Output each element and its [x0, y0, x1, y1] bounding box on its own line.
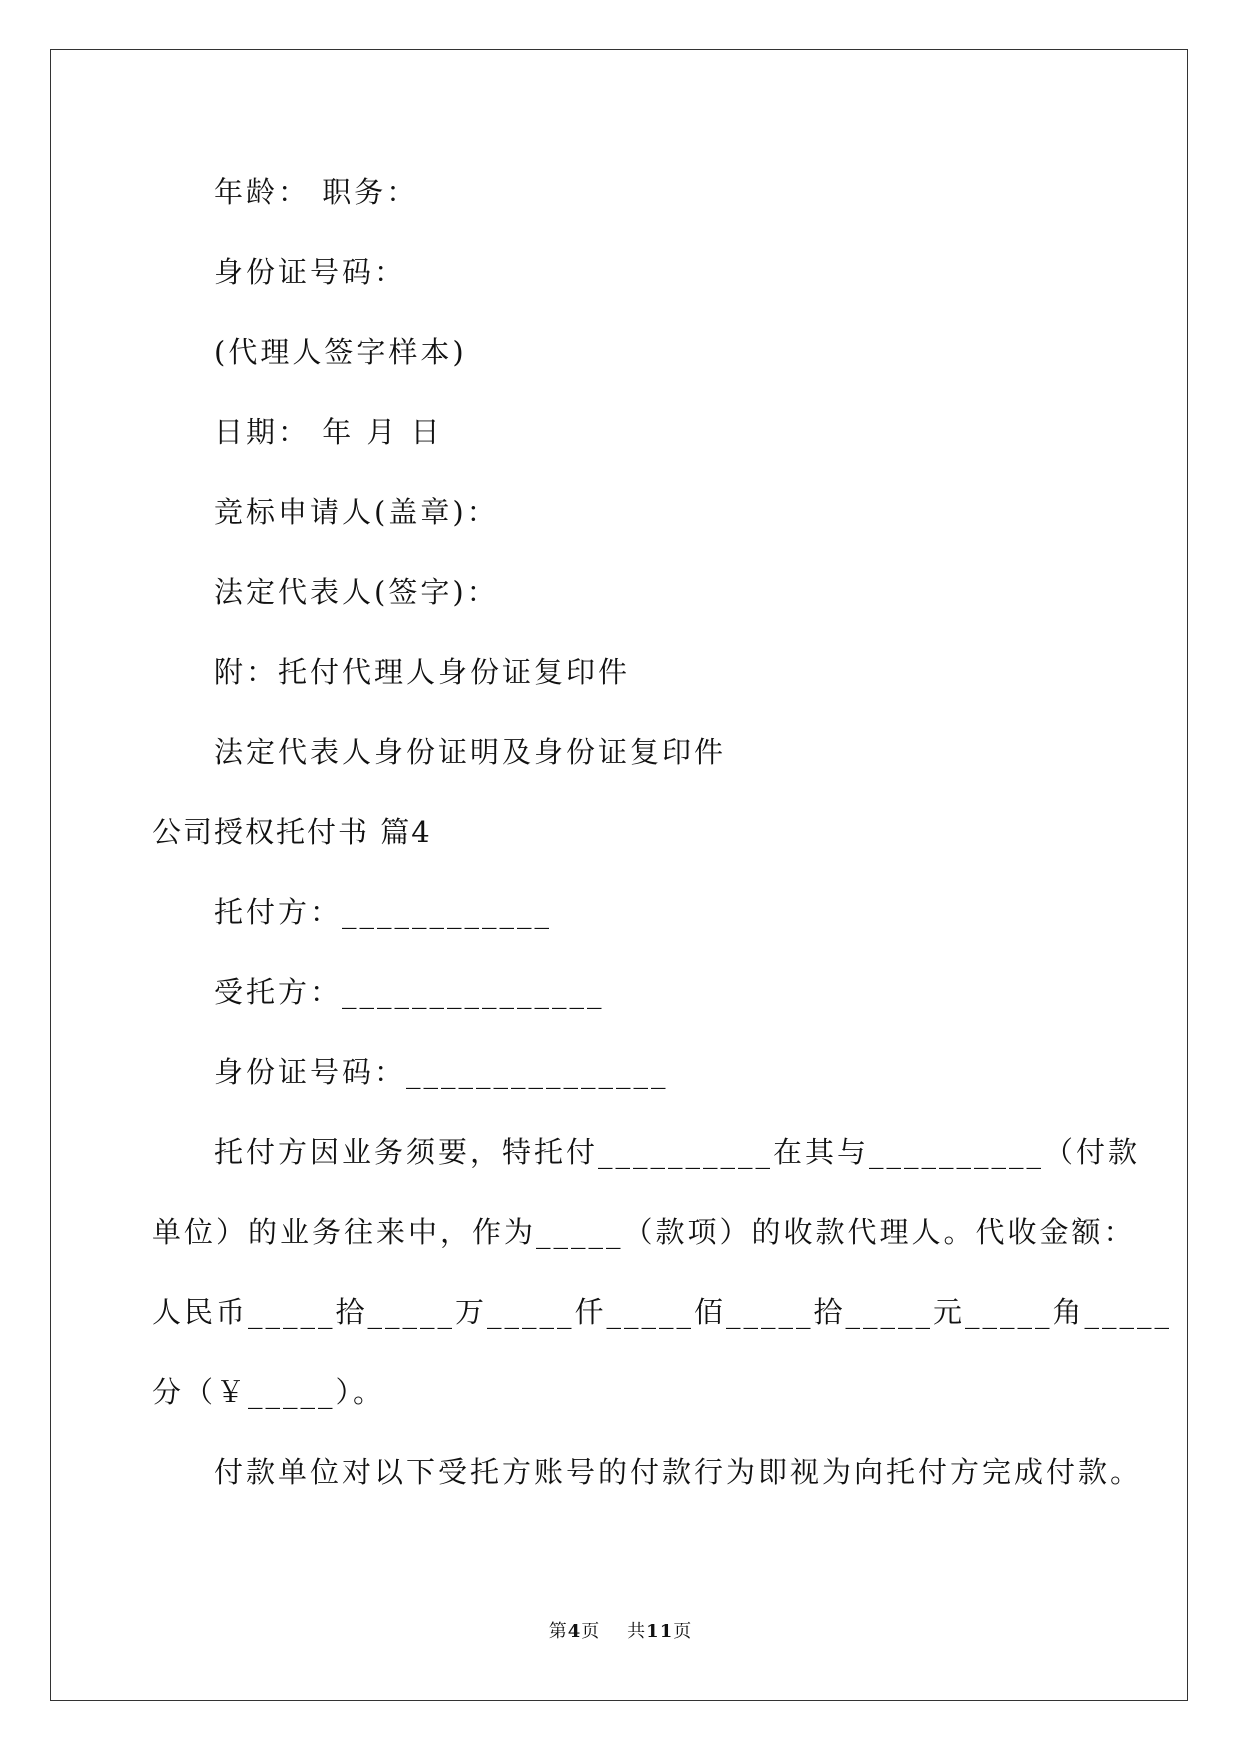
- total-pages: 11: [646, 1621, 674, 1642]
- section-heading: 公司授权托付书 篇4: [152, 815, 432, 849]
- footer-prefix: 第: [548, 1621, 568, 1642]
- paragraph-line-3: 人民币_____拾_____万_____仟_____佰_____拾_____元_____角_____: [152, 1295, 1173, 1329]
- footer-suffix: 页: [673, 1621, 693, 1642]
- id-number-line: 身份证号码：: [214, 255, 407, 289]
- date-line: 日期： 年 月 日: [214, 415, 443, 449]
- footer-mid: 页 共: [581, 1621, 647, 1642]
- trustee-id-line: 身份证号码：_______________: [214, 1055, 669, 1089]
- principal-line: 托付方：____________: [214, 895, 553, 929]
- age-position-line: 年龄： 职务：: [214, 175, 419, 209]
- trustee-line: 受托方：_______________: [214, 975, 605, 1009]
- agent-signature-sample: (代理人签字样本): [214, 335, 467, 369]
- paragraph-line-1: 托付方因业务须要，特托付__________在其与__________（付款: [214, 1135, 1141, 1169]
- paragraph-line-2: 单位）的业务往来中，作为_____（款项）的收款代理人。代收金额：: [152, 1215, 1136, 1249]
- attachment-line: 附：托付代理人身份证复印件: [214, 655, 631, 689]
- legal-rep-signature-line: 法定代表人(签字)：: [214, 575, 499, 609]
- paragraph-line-4: 分（￥_____）。: [152, 1375, 386, 1409]
- page-footer: [0, 1617, 1241, 1643]
- page-border: [50, 49, 1188, 1701]
- payment-statement-line: 付款单位对以下受托方账号的付款行为即视为向托付方完成付款。: [214, 1455, 1143, 1489]
- bidder-seal-line: 竞标申请人(盖章)：: [214, 495, 499, 529]
- legal-rep-id-proof-line: 法定代表人身份证明及身份证复印件: [214, 735, 727, 769]
- page-number: 4: [567, 1621, 582, 1642]
